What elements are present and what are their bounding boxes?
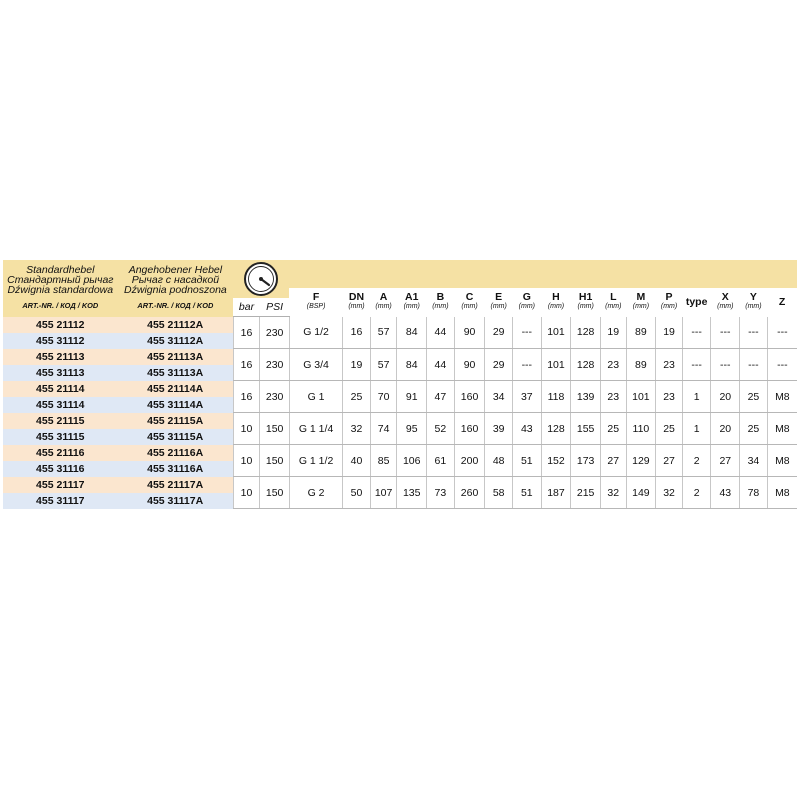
column-unit: (mm) — [403, 303, 420, 311]
cell-type: 2 — [682, 445, 711, 477]
standard-article-number: 455 31114 — [3, 397, 118, 413]
column-header-b — [427, 288, 455, 317]
cell-h1: 128 — [571, 349, 601, 381]
raised-lever-title-2: Рычаг с насадкой — [131, 274, 220, 287]
standard-article-number: 455 21115 — [3, 413, 118, 429]
standard-article-number: 455 21113 — [3, 349, 118, 365]
column-name: M — [636, 291, 646, 304]
cell-z: M8 — [767, 413, 797, 445]
cell-dn: 32 — [343, 413, 371, 445]
column-header-l — [600, 288, 626, 317]
column-unit: (mm) — [518, 303, 535, 311]
cell-h: 128 — [541, 413, 571, 445]
standard-lever-title-3: Dźwignia standardowa — [7, 284, 114, 297]
cell-z: M8 — [767, 381, 797, 413]
column-header-m — [626, 288, 656, 317]
cell-h: 118 — [541, 381, 571, 413]
cell-c: 160 — [454, 381, 485, 413]
cell-h: 187 — [541, 477, 571, 509]
unit-bar: bar — [233, 298, 260, 317]
cell-l: 27 — [600, 445, 626, 477]
cell-g: 43 — [513, 413, 542, 445]
raised-article-number: 455 21112A — [118, 317, 234, 333]
column-name: B — [436, 291, 445, 304]
cell-p: 23 — [656, 381, 683, 413]
pressure-bar-cell: 10 — [233, 477, 260, 509]
product-spec-table — [3, 260, 797, 509]
cell-z: M8 — [767, 477, 797, 509]
column-header-y — [740, 288, 768, 317]
column-unit: (mm) — [461, 303, 478, 311]
cell-z: --- — [767, 349, 797, 381]
column-name: DN — [348, 291, 365, 304]
pressure-bar-cell: 16 — [233, 381, 260, 413]
column-header-p — [656, 288, 683, 317]
raised-article-number: 455 31114A — [118, 397, 234, 413]
standard-article-number: 455 21117 — [3, 477, 118, 493]
cell-y: 78 — [740, 477, 768, 509]
column-name: Z — [778, 296, 786, 309]
cell-b: 73 — [427, 477, 455, 509]
column-unit: (mm) — [605, 303, 622, 311]
cell-a: 74 — [370, 413, 397, 445]
raised-article-number: 455 21115A — [118, 413, 234, 429]
standard-lever-header — [3, 260, 118, 317]
cell-e: 29 — [485, 317, 513, 349]
cell-e: 48 — [485, 445, 513, 477]
column-unit: (mm) — [660, 303, 678, 311]
column-unit: (mm) — [577, 303, 594, 311]
cell-m: 129 — [626, 445, 656, 477]
raised-lever-title-3: Dźwignia podnoszona — [124, 284, 227, 297]
pressure-bar-cell: 16 — [233, 317, 260, 349]
raised-article-number: 455 21116A — [118, 445, 234, 461]
column-name: H — [552, 291, 560, 304]
cell-type: --- — [682, 349, 711, 381]
cell-m: 89 — [626, 317, 656, 349]
raised-article-number: 455 21114A — [118, 381, 234, 397]
cell-dn: 25 — [343, 381, 371, 413]
cell-m: 110 — [626, 413, 656, 445]
cell-a: 107 — [370, 477, 397, 509]
table-row — [3, 477, 797, 493]
table-row — [3, 349, 797, 365]
cell-y: 34 — [740, 445, 768, 477]
cell-f: G 2 — [289, 477, 342, 509]
cell-a1: 91 — [397, 381, 427, 413]
cell-f: G 3/4 — [289, 349, 342, 381]
cell-l: 19 — [600, 317, 626, 349]
cell-a1: 106 — [397, 445, 427, 477]
standard-article-number: 455 21116 — [3, 445, 118, 461]
cell-type: --- — [682, 317, 711, 349]
cell-c: 90 — [454, 349, 485, 381]
column-header-c — [454, 288, 485, 317]
cell-dn: 50 — [343, 477, 371, 509]
cell-a: 85 — [370, 445, 397, 477]
cell-m: 89 — [626, 349, 656, 381]
cell-g: --- — [513, 349, 542, 381]
column-unit: (mm) — [547, 303, 565, 311]
column-header-type — [682, 288, 711, 317]
cell-h1: 139 — [571, 381, 601, 413]
column-name: F — [312, 291, 320, 304]
cell-a1: 84 — [397, 317, 427, 349]
cell-dn: 16 — [343, 317, 371, 349]
column-header-dn — [343, 288, 371, 317]
cell-p: 23 — [656, 349, 683, 381]
table-row — [3, 413, 797, 429]
column-name: P — [665, 291, 673, 304]
cell-c: 260 — [454, 477, 485, 509]
cell-y: --- — [740, 317, 768, 349]
cell-g: 51 — [513, 445, 542, 477]
standard-article-number: 455 31112 — [3, 333, 118, 349]
cell-type: 1 — [682, 381, 711, 413]
column-unit: (mm) — [348, 303, 365, 311]
standard-lever-title-2: Стандартный рычаг — [7, 274, 114, 287]
cell-l: 25 — [600, 413, 626, 445]
standard-article-number: 455 21114 — [3, 381, 118, 397]
pressure-psi-cell: 150 — [260, 413, 290, 445]
raised-article-number: 455 31112A — [118, 333, 234, 349]
cell-type: 1 — [682, 413, 711, 445]
cell-x: 43 — [711, 477, 740, 509]
pressure-gauge-icon — [242, 260, 280, 298]
cell-p: 27 — [656, 445, 683, 477]
raised-lever-header — [118, 260, 234, 317]
cell-a1: 95 — [397, 413, 427, 445]
standard-article-number: 455 31117 — [3, 493, 118, 509]
column-unit: (mm) — [745, 303, 762, 311]
column-unit: (mm) — [717, 303, 734, 311]
pressure-psi-cell: 150 — [260, 445, 290, 477]
column-name: X — [721, 291, 729, 304]
column-header-a — [370, 288, 397, 317]
raised-article-number: 455 31115A — [118, 429, 234, 445]
column-name: H1 — [578, 291, 593, 304]
cell-h1: 155 — [571, 413, 601, 445]
column-name: C — [465, 291, 474, 304]
raised-art-code-label: ART.-NR. / КОД / KOD — [137, 301, 214, 311]
standard-lever-title-1: Standardhebel — [26, 264, 95, 277]
cell-g: 51 — [513, 477, 542, 509]
column-header-h — [541, 288, 571, 317]
cell-m: 101 — [626, 381, 656, 413]
cell-b: 44 — [427, 349, 455, 381]
cell-m: 149 — [626, 477, 656, 509]
column-header-h1 — [571, 288, 601, 317]
cell-c: 160 — [454, 413, 485, 445]
cell-l: 23 — [600, 381, 626, 413]
column-header-z — [767, 288, 797, 317]
column-header-f — [289, 288, 342, 317]
cell-dn: 40 — [343, 445, 371, 477]
cell-x: 20 — [711, 381, 740, 413]
column-name: G — [522, 291, 531, 304]
cell-b: 44 — [427, 317, 455, 349]
column-name: A — [379, 291, 388, 304]
pressure-bar-cell: 16 — [233, 349, 260, 381]
column-header-e — [485, 288, 513, 317]
cell-dn: 19 — [343, 349, 371, 381]
standard-article-number: 455 31116 — [3, 461, 118, 477]
cell-h1: 215 — [571, 477, 601, 509]
cell-l: 32 — [600, 477, 626, 509]
column-header-a1 — [397, 288, 427, 317]
column-name: E — [495, 291, 503, 304]
raised-article-number: 455 31117A — [118, 493, 234, 509]
cell-c: 200 — [454, 445, 485, 477]
cell-a1: 135 — [397, 477, 427, 509]
column-unit: (mm) — [375, 303, 392, 311]
cell-g: 37 — [513, 381, 542, 413]
pressure-psi-cell: 150 — [260, 477, 290, 509]
cell-e: 34 — [485, 381, 513, 413]
cell-x: --- — [711, 317, 740, 349]
cell-h1: 128 — [571, 317, 601, 349]
unit-psi: PSI — [260, 298, 290, 317]
cell-y: 25 — [740, 381, 768, 413]
cell-h: 152 — [541, 445, 571, 477]
pressure-psi-cell: 230 — [260, 317, 290, 349]
raised-article-number: 455 31113A — [118, 365, 234, 381]
column-name: type — [685, 296, 708, 309]
cell-y: --- — [740, 349, 768, 381]
standard-article-number: 455 31115 — [3, 429, 118, 445]
cell-g: --- — [513, 317, 542, 349]
cell-h: 101 — [541, 317, 571, 349]
cell-b: 47 — [427, 381, 455, 413]
cell-x: --- — [711, 349, 740, 381]
cell-h: 101 — [541, 349, 571, 381]
column-unit: (BSP) — [306, 303, 326, 311]
standard-art-code-label: ART.-NR. / КОД / KOD — [22, 301, 99, 311]
raised-lever-title-1: Angehobener Hebel — [128, 264, 223, 277]
cell-f: G 1 1/2 — [289, 445, 342, 477]
pressure-bar-cell: 10 — [233, 445, 260, 477]
cell-e: 29 — [485, 349, 513, 381]
cell-a: 57 — [370, 317, 397, 349]
cell-b: 61 — [427, 445, 455, 477]
cell-f: G 1 1/4 — [289, 413, 342, 445]
column-unit: (mm) — [490, 303, 507, 311]
cell-f: G 1 — [289, 381, 342, 413]
cell-c: 90 — [454, 317, 485, 349]
table-row — [3, 381, 797, 397]
cell-p: 32 — [656, 477, 683, 509]
column-name: Y — [749, 291, 757, 304]
standard-article-number: 455 21112 — [3, 317, 118, 333]
standard-article-number: 455 31113 — [3, 365, 118, 381]
cell-l: 23 — [600, 349, 626, 381]
header-band — [289, 260, 797, 288]
column-name: L — [610, 291, 617, 304]
cell-a1: 84 — [397, 349, 427, 381]
cell-z: --- — [767, 317, 797, 349]
raised-article-number: 455 31116A — [118, 461, 234, 477]
cell-e: 39 — [485, 413, 513, 445]
cell-a: 57 — [370, 349, 397, 381]
table-row — [3, 317, 797, 333]
pressure-bar-cell: 10 — [233, 413, 260, 445]
cell-x: 27 — [711, 445, 740, 477]
cell-type: 2 — [682, 477, 711, 509]
pressure-psi-cell: 230 — [260, 349, 290, 381]
cell-e: 58 — [485, 477, 513, 509]
raised-article-number: 455 21117A — [118, 477, 234, 493]
cell-z: M8 — [767, 445, 797, 477]
raised-article-number: 455 21113A — [118, 349, 234, 365]
column-header-x — [711, 288, 740, 317]
cell-x: 20 — [711, 413, 740, 445]
cell-a: 70 — [370, 381, 397, 413]
table-row — [3, 445, 797, 461]
column-unit: (mm) — [432, 303, 449, 311]
cell-p: 25 — [656, 413, 683, 445]
cell-f: G 1/2 — [289, 317, 342, 349]
column-unit: (mm) — [632, 303, 650, 311]
pressure-psi-cell: 230 — [260, 381, 290, 413]
cell-h1: 173 — [571, 445, 601, 477]
cell-p: 19 — [656, 317, 683, 349]
cell-b: 52 — [427, 413, 455, 445]
cell-y: 25 — [740, 413, 768, 445]
column-name: A1 — [405, 291, 419, 304]
column-header-g — [513, 288, 542, 317]
pressure-header — [233, 260, 289, 298]
